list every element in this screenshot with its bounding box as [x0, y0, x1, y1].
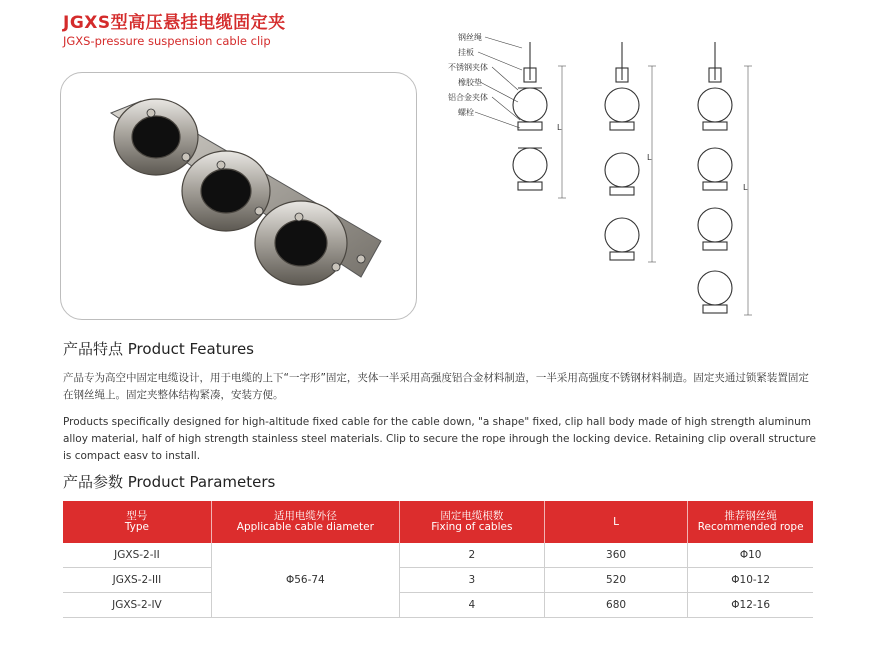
page-subtitle: JGXS-pressure suspension cable clip: [63, 34, 271, 48]
label-aluminum-body: 铝合金夹体: [448, 93, 488, 102]
page-title: JGXS型高压悬挂电缆固定夹: [63, 13, 286, 33]
drawing-labels: [448, 32, 488, 117]
cell-type: JGXS-2-II: [63, 543, 211, 568]
cell-cables: 2: [399, 543, 544, 568]
table-row: [63, 543, 813, 568]
drawing-clip-4: [698, 42, 732, 313]
cell-l: 520: [544, 568, 687, 593]
cell-type: JGXS-2-IV: [63, 593, 211, 618]
header-diameter: 适用电缆外径 Applicable cable diameter: [211, 501, 399, 543]
dim-l-3: L: [743, 183, 748, 192]
table-row: [63, 568, 813, 593]
product-photo: [60, 72, 417, 320]
cell-type: JGXS-2-III: [63, 568, 211, 593]
technical-drawing: [430, 30, 770, 330]
dim-l-2: L: [647, 153, 652, 162]
label-bolt: 螺栓: [458, 108, 474, 117]
drawing-clip-2: [513, 42, 547, 190]
features-text-cn: 产品专为高空中固定电缆设计，用于电缆的上下“一字形”固定，夹体一半采用高强度铝合金材料制造，一半采用高强度不锈钢材料制造。固定夹通过锁紧装置固定在钢丝绳上。固定夹整体结构紧凑，安装方便。: [63, 372, 809, 401]
parameters-table: [63, 501, 813, 618]
header-type: 型号 Type: [63, 501, 211, 543]
cell-cables: 3: [399, 568, 544, 593]
label-stainless-body: 不锈钢夹体: [448, 63, 488, 72]
label-steel-rope: 钢丝绳: [458, 33, 482, 42]
parameters-title: 产品参数 Product Parameters: [63, 473, 276, 491]
cell-cables: 4: [399, 593, 544, 618]
cell-rope: Φ10: [688, 543, 813, 568]
features-text-en: Products specifically designed for high-altitude fixed cable for the cable down, "a shape" fixed, clip hall body made of high strength aluminum alloy material, half of high strength stainless steel materials. Clip to secure the rope ihrough the locking device. Retaining clip overall structure is compact easv to install.: [63, 416, 817, 462]
dim-l-1: L: [557, 123, 562, 132]
features-title: 产品特点 Product Features: [63, 340, 254, 358]
cable-clip-photo-icon: [61, 73, 416, 319]
label-hanging-plate: 挂板: [458, 48, 474, 57]
header-l: L: [544, 501, 687, 543]
cell-l: 680: [544, 593, 687, 618]
header-cables: 固定电缆根数 Fixing of cables: [399, 501, 544, 543]
table-row: [63, 593, 813, 618]
cell-rope: Φ10-12: [688, 568, 813, 593]
label-rubber-pad: 橡胶垫: [458, 78, 482, 87]
cell-diameter: Φ56-74: [211, 543, 399, 618]
header-rope: 推荐钢丝绳 Recommended rope: [688, 501, 813, 543]
table-header-row: [63, 501, 813, 543]
cell-l: 360: [544, 543, 687, 568]
cell-rope: Φ12-16: [688, 593, 813, 618]
drawing-clip-3: [605, 42, 639, 260]
